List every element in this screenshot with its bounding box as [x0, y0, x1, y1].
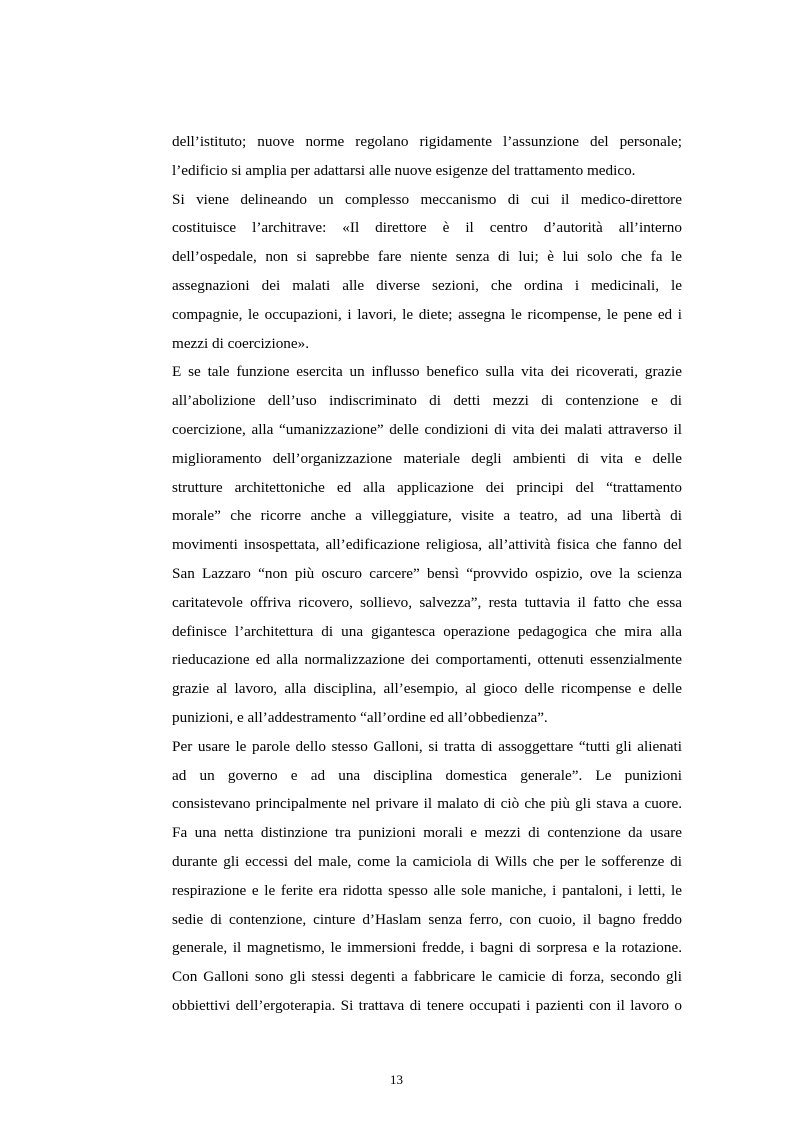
text-line: l’edificio si amplia per adattarsi alle nuove esigenze del trattamento medico. — [172, 161, 636, 179]
text-line: consistevano principalmente nel privare il malato di ciò che più gli stava a cuore. — [172, 795, 682, 813]
text-line: movimenti insospettata, all’edificazione religiosa, all’attività fisica che fanno del — [172, 536, 682, 554]
text-line: coercizione, alla “umanizzazione” delle condizioni di vita dei malati attraverso il — [172, 420, 682, 438]
text-line: morale” che ricorre anche a villeggiature, visite a teatro, ad una libertà di — [172, 507, 682, 525]
text-line: Con Galloni sono gli stessi degenti a fabbricare le camicie di forza, secondo gli — [172, 968, 682, 986]
text-line: costituisce l’architrave: «Il direttore è il centro d’autorità all’interno — [172, 219, 682, 237]
text-line: obbiettivi dell’ergoterapia. Si trattava di tenere occupati i pazienti con il lavoro o — [172, 996, 682, 1014]
text-line: E se tale funzione esercita un influsso benefico sulla vita dei ricoverati, grazie — [172, 363, 682, 381]
text-line: caritatevole offriva ricovero, sollievo, salvezza”, resta tuttavia il fatto che essa — [172, 593, 682, 611]
text-line: grazie al lavoro, alla disciplina, all’esempio, al gioco delle ricompense e delle — [172, 680, 682, 698]
text-line: dell’ospedale, non si saprebbe fare niente senza di lui; è lui solo che fa le — [172, 248, 682, 266]
text-line: mezzi di coercizione». — [172, 334, 310, 352]
text-line: definisce l’architettura di una gigantesca operazione pedagogica che mira alla — [172, 622, 682, 640]
text-line: ad un governo e ad una disciplina domestica generale”. Le punizioni — [172, 766, 682, 784]
text-line: Si viene delineando un complesso meccanismo di cui il medico-direttore — [172, 190, 682, 208]
text-line: San Lazzaro “non più oscuro carcere” bensì “provvido ospizio, ove la scienza — [172, 564, 682, 582]
text-line: dell’istituto; nuove norme regolano rigidamente l’assunzione del personale; — [172, 133, 682, 150]
text-line: punizioni, e all’addestramento “all’ordine ed all’obbedienza”. — [172, 708, 548, 726]
text-line: respirazione e le ferite era ridotta spesso alle sole maniche, i pantaloni, i letti, le — [172, 881, 682, 899]
text-line: miglioramento dell’organizzazione materiale degli ambienti di vita e delle — [172, 449, 682, 467]
body-text — [172, 128, 682, 1021]
text-line: compagnie, le occupazioni, i lavori, le diete; assegna le ricompense, le pene ed i — [172, 305, 682, 323]
text-line: Per usare le parole dello stesso Galloni, si tratta di assoggettare “tutti gli alienati — [172, 737, 682, 755]
text-line: strutture architettoniche ed alla applicazione dei principi del “trattamento — [172, 478, 682, 496]
page-number: 13 — [390, 1072, 403, 1087]
text-line: generale, il magnetismo, le immersioni fredde, i bagni di sorpresa e la rotazione. — [172, 939, 682, 957]
text-line: rieducazione ed alla normalizzazione dei comportamenti, ottenuti essenzialmente — [172, 651, 682, 669]
text-line: sedie di contenzione, cinture d’Haslam senza ferro, con cuoio, il bagno freddo — [172, 910, 682, 928]
text-line: assegnazioni dei malati alle diverse sezioni, che ordina i medicinali, le — [172, 276, 682, 294]
text-line: durante gli eccessi del male, come la camiciola di Wills che per le sofferenze di — [172, 852, 682, 870]
text-line: all’abolizione dell’uso indiscriminato di detti mezzi di contenzione e di — [172, 392, 682, 410]
text-line: Fa una netta distinzione tra punizioni morali e mezzi di contenzione da usare — [172, 824, 682, 842]
